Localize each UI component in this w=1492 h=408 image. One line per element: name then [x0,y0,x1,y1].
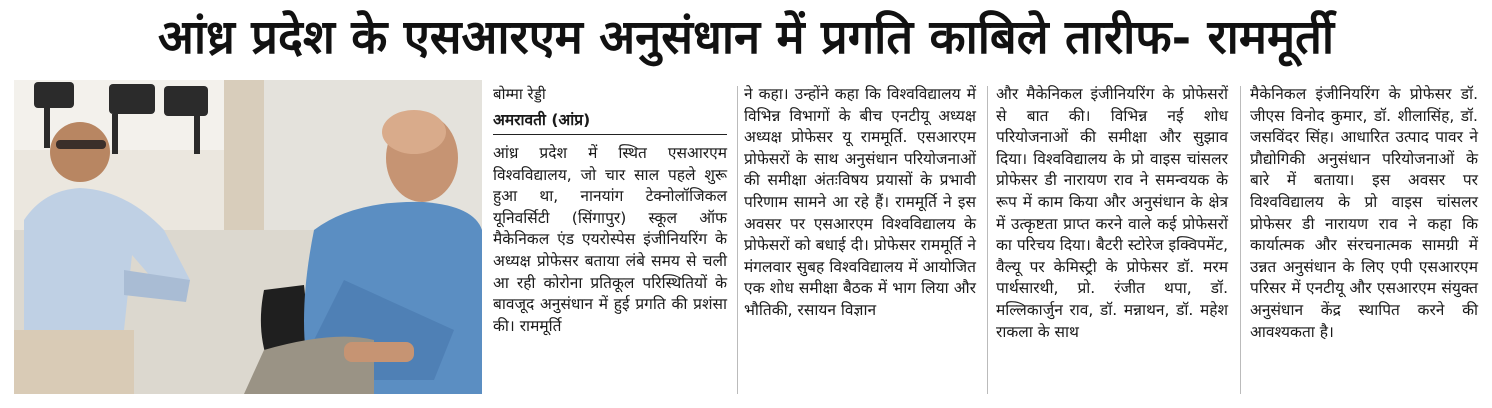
article-column-3 [996,84,1228,343]
column-divider [1240,86,1241,394]
news-photo [14,80,482,394]
byline: बोम्मा रेड्डी [493,85,546,103]
column-text: आंध्र प्रदेश में स्थित एसआरएम विश्वविद्यालय, जो चार साल पहले शुरू हुआ था, नानयांग टेक्नोलॉजिकल यूनिवर्सिटी (सिंगापुर) स्कूल ऑफ मैकेनिकल एंड एयरोस्पेस इंजीनियरिंग के अध्यक्ष प्रोफेसर बताया लंबे समय से चली आ रही कोरोना प्रतिकूल परिस्थितियों के बावजूद अनुसंधान में हुई प्रगति की प्रशंसा की। राममूर्ति [493,144,727,335]
column-divider [737,86,738,394]
article-column-2 [744,84,976,322]
dateline: अमरावती (आंप्र) [493,109,727,135]
meeting-photo-illustration [14,80,482,394]
column-text: और मैकेनिकल इंजीनियरिंग के प्रोफेसरों से बात की। विभिन्न नई शोध परियोजनाओं की समीक्षा और सुझाव दिया। विश्वविद्यालय के प्रो वाइस चांसलर प्रोफेसर डी नारायण राव ने समन्वयक के रूप में काम किया और अनुसंधान के क्षेत्र में उत्कृष्टता प्राप्त करने वाले कई प्रोफेसरों का परिचय दिया। बैटरी स्टोरेज इक्विपमेंट, वैल्यू पर केमिस्ट्री के प्रोफेसर डॉ. मरम पार्थसारथी, प्रो. रंजीत थपा, डॉ. मल्लिकार्जुन राव, डॉ. मन्नाथन, डॉ. महेश राकला के साथ [996,85,1228,341]
column-text: मैकेनिकल इंजीनियरिंग के प्रोफेसर डॉ. जीएस विनोद कुमार, डॉ. शीलासिंह, डॉ. जसविंदर सिंह। आधारित उत्पाद पावर ने प्रौद्योगिकी अनुसंधान परियोजनाओं के बारे में बताया। इस अवसर पर विश्वविद्यालय के प्रो वाइस चांसलर प्रोफेसर डी नारायण राव ने कहा कि कार्यात्मक और संरचनात्मक सामग्री में उन्नत अनुसंधान के लिए एपी एसआरएम परिसर में एनटीयू और एसआरएम संयुक्त अनुसंधान केंद्र स्थापित करने की आवश्यकता है। [1250,85,1478,341]
article-column-1 [493,84,727,337]
headline: आंध्र प्रदेश के एसआरएम अनुसंधान में प्रगति काबिले तारीफ- राममूर्ती [157,10,1335,65]
column-text: ने कहा। उन्होंने कहा कि विश्वविद्यालय में विभिन्न विभागों के बीच एनटीयू अध्यक्ष अध्यक्ष प्रोफेसर यू राममूर्ति. एसआरएम प्रोफेसरों के साथ अनुसंधान परियोजनाओं की समीक्षा अंतःविषय प्रयासों के प्रभावी परिणाम सामने आ रहे हैं। राममूर्ति ने इस अवसर पर एसआरएम विश्वविद्यालय के प्रोफेसरों को बधाई दी। प्रोफेसर राममूर्ति ने मंगलवार सुबह विश्वविद्यालय में आयोजित एक शोध समीक्षा बैठक में भाग लिया और भौतिकी, रसायन विज्ञान [744,85,976,319]
article-column-4 [1250,84,1478,343]
column-divider [987,86,988,394]
